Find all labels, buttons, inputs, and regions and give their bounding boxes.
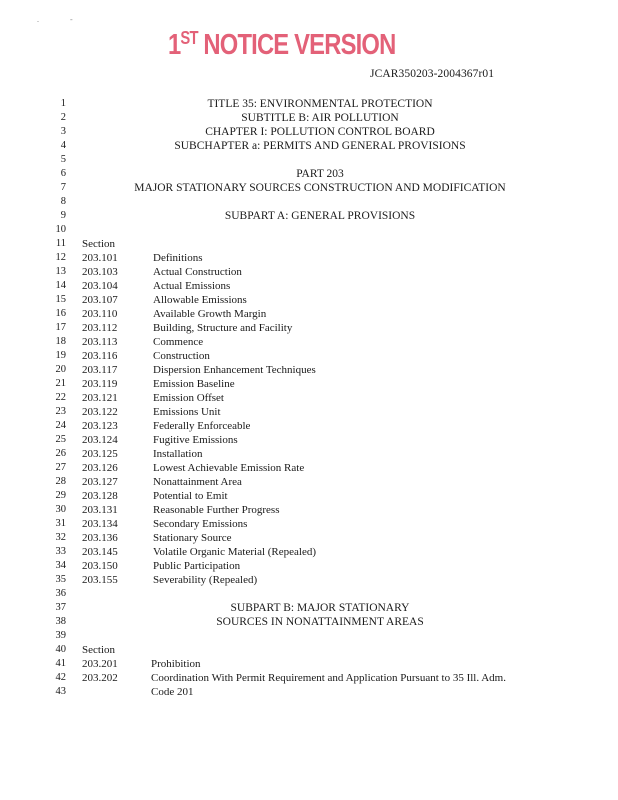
line-number: 42 [55, 672, 66, 683]
blank-line [0, 587, 618, 601]
section-title: Reasonable Further Progress [153, 504, 280, 516]
section-title: Dispersion Enhancement Techniques [153, 364, 316, 376]
section-title: Coordination With Permit Requirement and Application Pursuant to 35 Ill. Adm. [151, 672, 506, 684]
line-number: 24 [55, 420, 66, 431]
header-line [0, 181, 618, 195]
section-title: Installation [153, 448, 203, 460]
header-line [0, 153, 618, 167]
section-number: 203.125 [82, 448, 118, 460]
table-row [0, 349, 618, 363]
header-line [0, 167, 618, 181]
section-number: 203.127 [82, 476, 118, 488]
section-number: 203.150 [82, 560, 118, 572]
table-row [0, 461, 618, 475]
section-title: Secondary Emissions [153, 518, 248, 530]
section-number: 203.112 [82, 322, 118, 334]
line-number: 39 [55, 630, 66, 641]
line-number: 26 [55, 448, 66, 459]
section-title: Building, Structure and Facility [153, 322, 293, 334]
line-number: 31 [55, 518, 66, 529]
table-row [0, 335, 618, 349]
line-number: 9 [60, 210, 66, 221]
table-row [0, 377, 618, 391]
table-row [0, 321, 618, 335]
title-heading: TITLE 35: ENVIRONMENTAL PROTECTION [207, 98, 433, 110]
section-title-continued: Code 201 [151, 686, 194, 698]
table-row [0, 391, 618, 405]
section-number: 203.101 [82, 252, 118, 264]
table-row [0, 293, 618, 307]
section-number: 203.134 [82, 518, 118, 530]
header-line [0, 615, 618, 629]
line-number: 4 [60, 140, 66, 151]
section-number: 203.123 [82, 420, 118, 432]
line-number: 41 [55, 658, 66, 669]
line-number: 40 [55, 644, 66, 655]
section-title: Definitions [153, 252, 203, 264]
line-number: 22 [55, 392, 66, 403]
table-row [0, 405, 618, 419]
header-line [0, 125, 618, 139]
line-number: 25 [55, 434, 66, 445]
section-title: Emissions Unit [153, 406, 221, 418]
section-title: Commence [153, 336, 204, 348]
section-title: Construction [153, 350, 210, 362]
line-number: 28 [55, 476, 66, 487]
section-number: 203.107 [82, 294, 118, 306]
line-number: 7 [60, 182, 66, 193]
section-title: Potential to Emit [153, 490, 228, 502]
stamp-prefix: 1 [168, 29, 181, 61]
table-row [0, 657, 618, 671]
section-number: 203.201 [82, 658, 118, 670]
table-row [0, 531, 618, 545]
section-label: Section [82, 238, 115, 250]
section-number: 203.202 [82, 672, 118, 684]
line-number: 20 [55, 364, 66, 375]
table-row [0, 265, 618, 279]
line-number: 35 [55, 574, 66, 585]
section-title: Available Growth Margin [153, 308, 267, 320]
line-number: 23 [55, 406, 66, 417]
table-row [0, 517, 618, 531]
section-number: 203.117 [82, 364, 118, 376]
section-title: Lowest Achievable Emission Rate [153, 462, 305, 474]
line-number: 30 [55, 504, 66, 515]
section-title: Actual Emissions [153, 280, 231, 292]
table-row [0, 489, 618, 503]
section-title: Prohibition [151, 658, 201, 670]
section-number: 203.121 [82, 392, 118, 404]
table-row [0, 447, 618, 461]
table-row [0, 545, 618, 559]
scan-speck: . [37, 15, 39, 24]
line-number: 21 [55, 378, 66, 389]
section-number: 203.103 [82, 266, 118, 278]
part-heading: PART 203 [296, 168, 344, 180]
line-number: 19 [55, 350, 66, 361]
section-number: 203.155 [82, 574, 118, 586]
section-number: 203.145 [82, 546, 118, 558]
line-number: 12 [55, 252, 66, 263]
subpart-a-heading: SUBPART A: GENERAL PROVISIONS [224, 210, 416, 222]
table-row [0, 433, 618, 447]
section-title: Federally Enforceable [153, 420, 251, 432]
subpart-b-heading: SUBPART B: MAJOR STATIONARY [230, 602, 410, 614]
part-title: MAJOR STATIONARY SOURCES CONSTRUCTION AND MODIFICATION [134, 182, 506, 194]
line-number: 27 [55, 462, 66, 473]
line-number: 37 [55, 602, 66, 613]
section-title: Public Participation [153, 560, 241, 572]
table-row [0, 251, 618, 265]
stamp-suffix: NOTICE VERSION [197, 29, 396, 61]
document-id: JCAR350203-2004367r01 [370, 68, 495, 80]
section-title: Actual Construction [153, 266, 242, 278]
section-title: Emission Baseline [153, 378, 235, 390]
section-number: 203.131 [82, 504, 118, 516]
chapter-heading: CHAPTER I: POLLUTION CONTROL BOARD [205, 126, 435, 138]
line-number: 15 [55, 294, 66, 305]
table-row [0, 685, 618, 699]
section-number: 203.136 [82, 532, 118, 544]
line-number: 18 [55, 336, 66, 347]
line-number: 13 [55, 266, 66, 277]
section-title: Volatile Organic Material (Repealed) [153, 546, 317, 558]
line-number: 29 [55, 490, 66, 501]
line-number: 6 [60, 168, 66, 179]
line-number: 38 [55, 616, 66, 627]
section-number: 203.116 [82, 350, 118, 362]
line-number: 2 [60, 112, 66, 123]
section-title: Stationary Source [153, 532, 232, 544]
table-row [0, 475, 618, 489]
subpart-b-heading-continued: SOURCES IN NONATTAINMENT AREAS [216, 616, 424, 628]
line-number: 17 [55, 322, 66, 333]
section-number: 203.124 [82, 434, 118, 446]
table-row [0, 307, 618, 321]
table-row [0, 671, 618, 685]
section-title: Emission Offset [153, 392, 224, 404]
header-line [0, 601, 618, 615]
section-title: Allowable Emissions [153, 294, 247, 306]
section-title: Nonattainment Area [153, 476, 242, 488]
line-number: 11 [55, 238, 66, 249]
subchapter-heading: SUBCHAPTER a: PERMITS AND GENERAL PROVISIONS [174, 140, 466, 152]
header-line [0, 223, 618, 237]
line-number: 16 [55, 308, 66, 319]
header-line [0, 97, 618, 111]
table-row [0, 559, 618, 573]
line-number: 33 [55, 546, 66, 557]
header-line [0, 209, 618, 223]
line-number: 8 [60, 196, 66, 207]
table-row [0, 503, 618, 517]
line-number: 10 [55, 224, 66, 235]
table-row [0, 573, 618, 587]
section-column-heading [0, 237, 618, 251]
line-number: 32 [55, 532, 66, 543]
notice-version-stamp [168, 28, 396, 68]
section-number: 203.119 [82, 378, 118, 390]
section-number: 203.128 [82, 490, 118, 502]
line-number: 3 [60, 126, 66, 137]
section-number: 203.126 [82, 462, 118, 474]
line-number: 14 [55, 280, 66, 291]
section-label: Section [82, 644, 115, 656]
line-number: 43 [55, 686, 66, 697]
table-row [0, 363, 618, 377]
line-number: 5 [60, 154, 66, 165]
table-row [0, 419, 618, 433]
section-column-heading [0, 643, 618, 657]
stamp-superscript: ST [180, 28, 198, 48]
line-number: 1 [60, 98, 66, 109]
section-number: 203.104 [82, 280, 118, 292]
blank-line [0, 629, 618, 643]
header-line [0, 195, 618, 209]
header-line [0, 111, 618, 125]
line-number: 34 [55, 560, 66, 571]
section-title: Fugitive Emissions [153, 434, 238, 446]
section-number: 203.110 [82, 308, 118, 320]
table-row [0, 279, 618, 293]
header-line [0, 139, 618, 153]
scan-speck: - [70, 15, 73, 24]
subtitle-heading: SUBTITLE B: AIR POLLUTION [241, 112, 399, 124]
line-number: 36 [55, 588, 66, 599]
section-number: 203.113 [82, 336, 118, 348]
section-number: 203.122 [82, 406, 118, 418]
section-title: Severability (Repealed) [153, 574, 258, 586]
